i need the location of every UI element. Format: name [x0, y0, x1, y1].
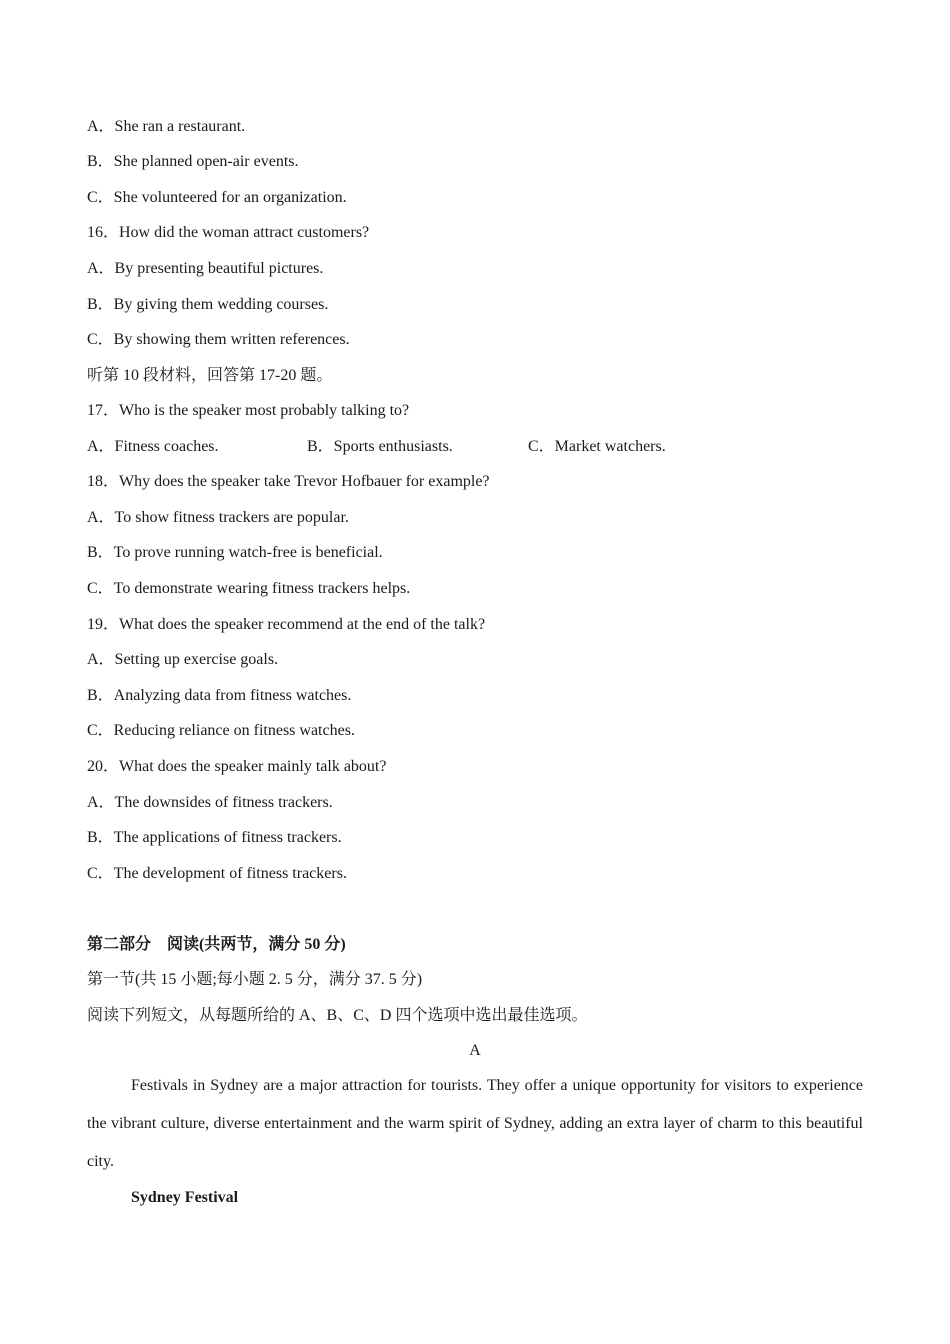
option-a: A．Fitness coaches.: [87, 438, 219, 455]
option-line: B．She planned open-air events.: [87, 153, 299, 170]
option-line: B．By giving them wedding courses.: [87, 296, 329, 313]
option-line: A．The downsides of fitness trackers.: [87, 794, 333, 811]
section-subtitle: 第一节(共 15 小题;每小题 2. 5 分，满分 37. 5 分): [87, 971, 423, 988]
option-line: A．To show fitness trackers are popular.: [87, 509, 349, 526]
option-c: C．Market watchers.: [528, 438, 666, 455]
option-line: A．By presenting beautiful pictures.: [87, 260, 324, 277]
option-line: A．She ran a restaurant.: [87, 118, 246, 135]
option-line: A．Setting up exercise goals.: [87, 651, 279, 668]
option-b: B．Sports enthusiasts.: [307, 438, 453, 455]
option-line: C．Reducing reliance on fitness watches.: [87, 722, 355, 739]
question-20: 20．What does the speaker mainly talk about?: [87, 758, 387, 775]
question-19: 19．What does the speaker recommend at the end of the talk?: [87, 616, 486, 633]
section-title: 第二部分 阅读(共两节，满分 50 分): [87, 936, 346, 953]
question-17: 17．Who is the speaker most probably talking to?: [87, 402, 410, 419]
passage-subheading: Sydney Festival: [131, 1189, 239, 1206]
question-17-options: [87, 437, 787, 457]
option-line: B．To prove running watch-free is beneficial.: [87, 544, 383, 561]
question-18: 18．Why does the speaker take Trevor Hofbauer for example?: [87, 473, 490, 490]
option-line: C．By showing them written references.: [87, 331, 350, 348]
option-line: C．She volunteered for an organization.: [87, 189, 347, 206]
question-16: 16．How did the woman attract customers?: [87, 224, 370, 241]
option-line: B．The applications of fitness trackers.: [87, 829, 342, 846]
listening-instruction: 听第 10 段材料，回答第 17-20 题。: [87, 367, 333, 384]
passage-label: A: [469, 1042, 481, 1059]
option-line: C．The development of fitness trackers.: [87, 865, 347, 882]
reading-instruction: 阅读下列短文，从每题所给的 A、B、C、D 四个选项中选出最佳选项。: [87, 1007, 588, 1024]
option-line: C．To demonstrate wearing fitness trackers helps.: [87, 580, 411, 597]
passage-paragraph: Festivals in Sydney are a major attraction for tourists. They offer a unique opportunity for visitors to experience the vibrant culture, diverse entertainment and the warm spirit of Sydney, adding an extra layer of charm to this beautiful city.: [87, 1077, 863, 1170]
option-line: B．Analyzing data from fitness watches.: [87, 687, 352, 704]
